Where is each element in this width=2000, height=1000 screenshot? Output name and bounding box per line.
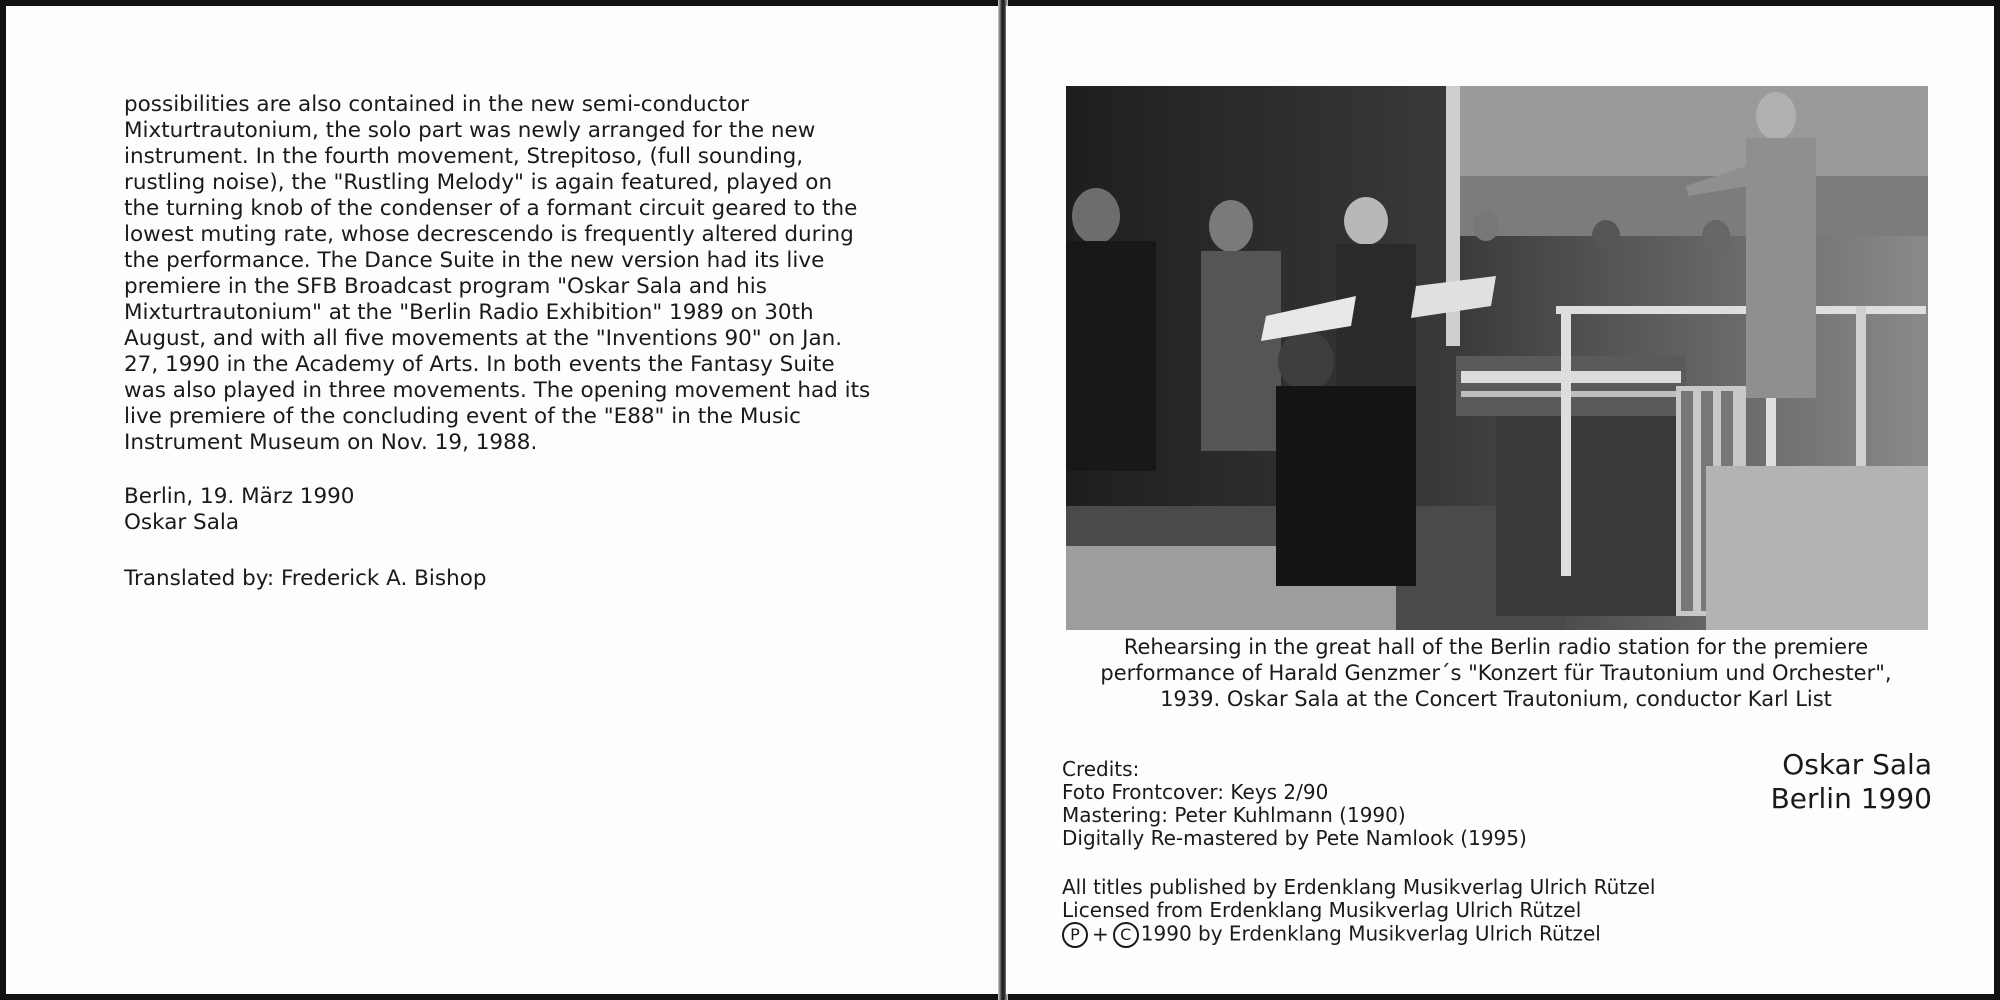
credits-heading: Credits: (1062, 757, 1140, 781)
copyright-line (1062, 922, 1655, 948)
left-page (6, 6, 1000, 994)
essay-line: the performance. The Dance Suite in the new version had its live (124, 248, 825, 273)
essay-line: lowest muting rate, whose decrescendo is frequently altered during (124, 222, 854, 247)
phonogram-icon: P (1062, 922, 1088, 948)
translator-credit: Translated by: Frederick A. Bishop (124, 566, 487, 591)
artist-block (1771, 748, 1932, 816)
essay-line: August, and with all five movements at the "Inventions 90" on Jan. (124, 326, 843, 351)
license-line: Licensed from Erdenklang Musikverlag Ulrich Rützel (1062, 898, 1582, 922)
publisher-block (1062, 876, 1655, 948)
credit-item: Digitally Re-mastered by Pete Namlook (1995) (1062, 826, 1527, 850)
essay-line: Instrument Museum on Nov. 19, 1988. (124, 430, 538, 455)
place-year: Berlin 1990 (1770, 782, 1932, 815)
essay-line: premiere in the SFB Broadcast program "Oskar Sala and his (124, 274, 767, 299)
essay-line: live premiere of the concluding event of the "E88" in the Music (124, 404, 801, 429)
author-name: Oskar Sala (124, 510, 240, 535)
rehearsal-photo (1066, 86, 1928, 630)
photo-caption (1046, 634, 1946, 712)
artist-name: Oskar Sala (1782, 748, 1932, 781)
essay-text (124, 92, 924, 456)
caption-line: Rehearsing in the great hall of the Berlin radio station for the premiere (1123, 635, 1869, 659)
essay-line: the turning knob of the condenser of a formant circuit geared to the (124, 196, 858, 221)
credit-item: Mastering: Peter Kuhlmann (1990) (1062, 803, 1406, 827)
publisher-line: All titles published by Erdenklang Musikverlag Ulrich Rützel (1062, 875, 1656, 899)
essay-line: instrument. In the fourth movement, Strepitoso, (full sounding, (124, 144, 804, 169)
essay-line: was also played in three movements. The opening movement had its (124, 378, 871, 403)
copyright-icon: C (1113, 922, 1139, 948)
place-date: Berlin, 19. März 1990 (124, 484, 355, 509)
essay-line: Mixturtrautonium, the solo part was newly arranged for the new (124, 118, 816, 143)
copyright-text: 1990 by Erdenklang Musikverlag Ulrich Rützel (1140, 921, 1601, 946)
credit-item: Foto Frontcover: Keys 2/90 (1062, 780, 1329, 804)
signoff (124, 484, 355, 536)
essay-line: rustling noise), the "Rustling Melody" is again featured, played on (124, 170, 833, 195)
right-page (1006, 6, 1994, 994)
caption-line: 1939. Oskar Sala at the Concert Trautonium, conductor Karl List (1160, 687, 1832, 711)
rehearsal-photo-graphic (1066, 86, 1928, 630)
essay-line: possibilities are also contained in the new semi-conductor (124, 92, 749, 117)
essay-line: Mixturtrautonium" at the "Berlin Radio Exhibition" 1989 on 30th (124, 300, 814, 325)
credits-block (1062, 758, 1527, 850)
essay-line: 27, 1990 in the Academy of Arts. In both events the Fantasy Suite (124, 352, 835, 377)
caption-line: performance of Harald Genzmer´s "Konzert für Trautonium und Orchester", (1100, 661, 1892, 685)
plus-sign: + (1092, 921, 1109, 946)
